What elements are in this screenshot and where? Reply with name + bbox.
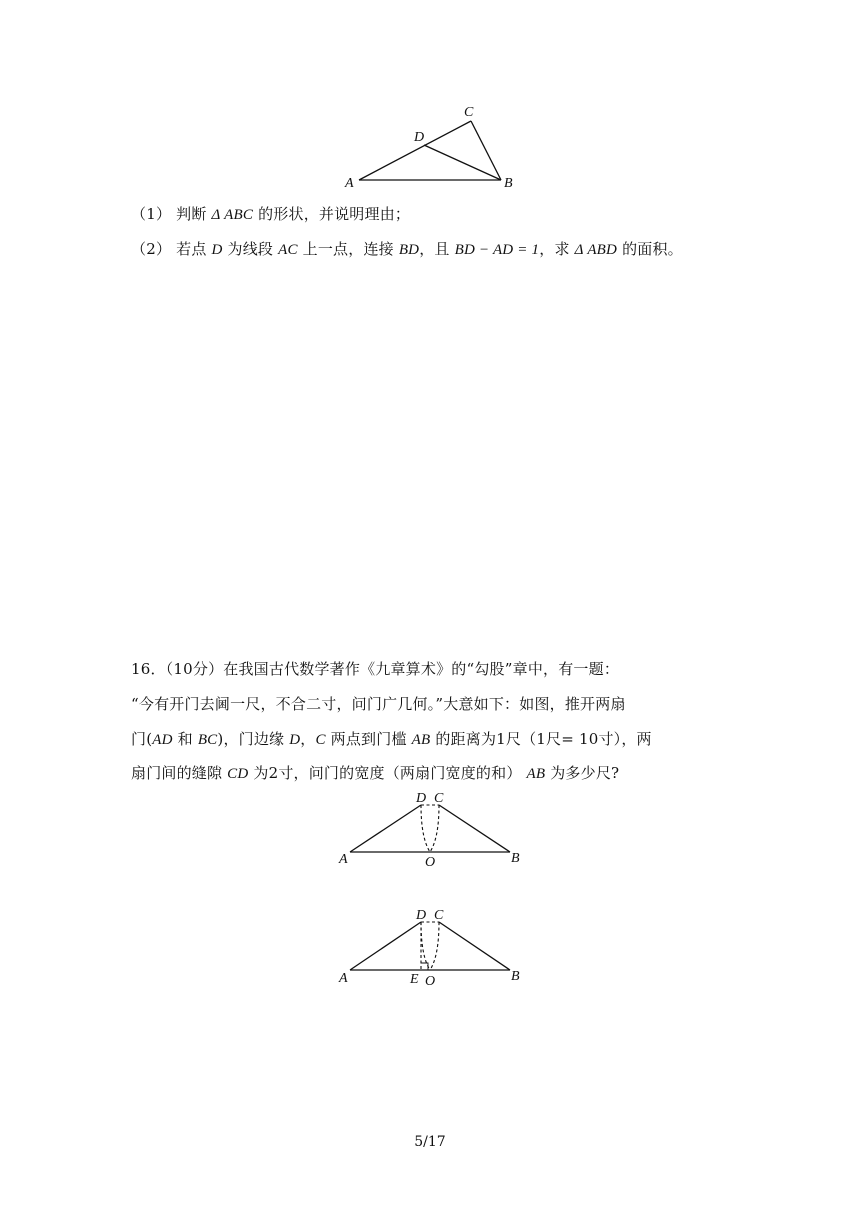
q15-part2: （2） 若点 D 为线段 AC 上一点，连接 BD，且 BD − AD = 1，求 Δ ABD 的面积。	[131, 240, 683, 258]
label-o: O	[425, 974, 436, 989]
label-b: B	[511, 851, 520, 866]
label-b: B	[511, 969, 520, 984]
label-o: O	[425, 855, 436, 870]
q15-part1: （1） 判断 Δ ABC 的形状，并说明理由；	[131, 205, 411, 223]
label-c: C	[464, 105, 474, 120]
page-number: 5/17	[414, 1134, 446, 1150]
q16-line3: 门(AD 和 BC)，门边缘 D，C 两点到门槛 AB 的距离为1尺（1尺= 10寸），两	[131, 730, 652, 748]
label-c: C	[434, 791, 444, 806]
arc-c-to-o	[430, 922, 439, 970]
label-d: D	[414, 130, 425, 145]
part-number: （2）	[131, 240, 172, 258]
q16-line2: “今有开门去阃一尺，不合二寸，问门广几何。”大意如下：如图，推开两扇	[131, 695, 626, 713]
label-d: D	[416, 791, 427, 806]
part-number: （1）	[131, 205, 172, 223]
label-d: D	[416, 908, 427, 923]
label-a: A	[339, 852, 348, 867]
door-bc	[439, 922, 510, 970]
label-a: A	[345, 176, 354, 191]
q16-line1: 16．（10分）在我国古代数学著作《九章算术》的“勾股”章中，有一题：	[131, 660, 620, 678]
label-a: A	[339, 971, 348, 986]
right-angle-mark	[421, 963, 428, 970]
door-ad	[350, 922, 421, 970]
label-c: C	[434, 908, 444, 923]
label-b: B	[504, 176, 513, 191]
label-e: E	[410, 972, 419, 987]
q16-line4: 扇门间的缝隙 CD 为2寸，问门的宽度（两扇门宽度的和） AB 为多少尺?	[131, 764, 620, 782]
